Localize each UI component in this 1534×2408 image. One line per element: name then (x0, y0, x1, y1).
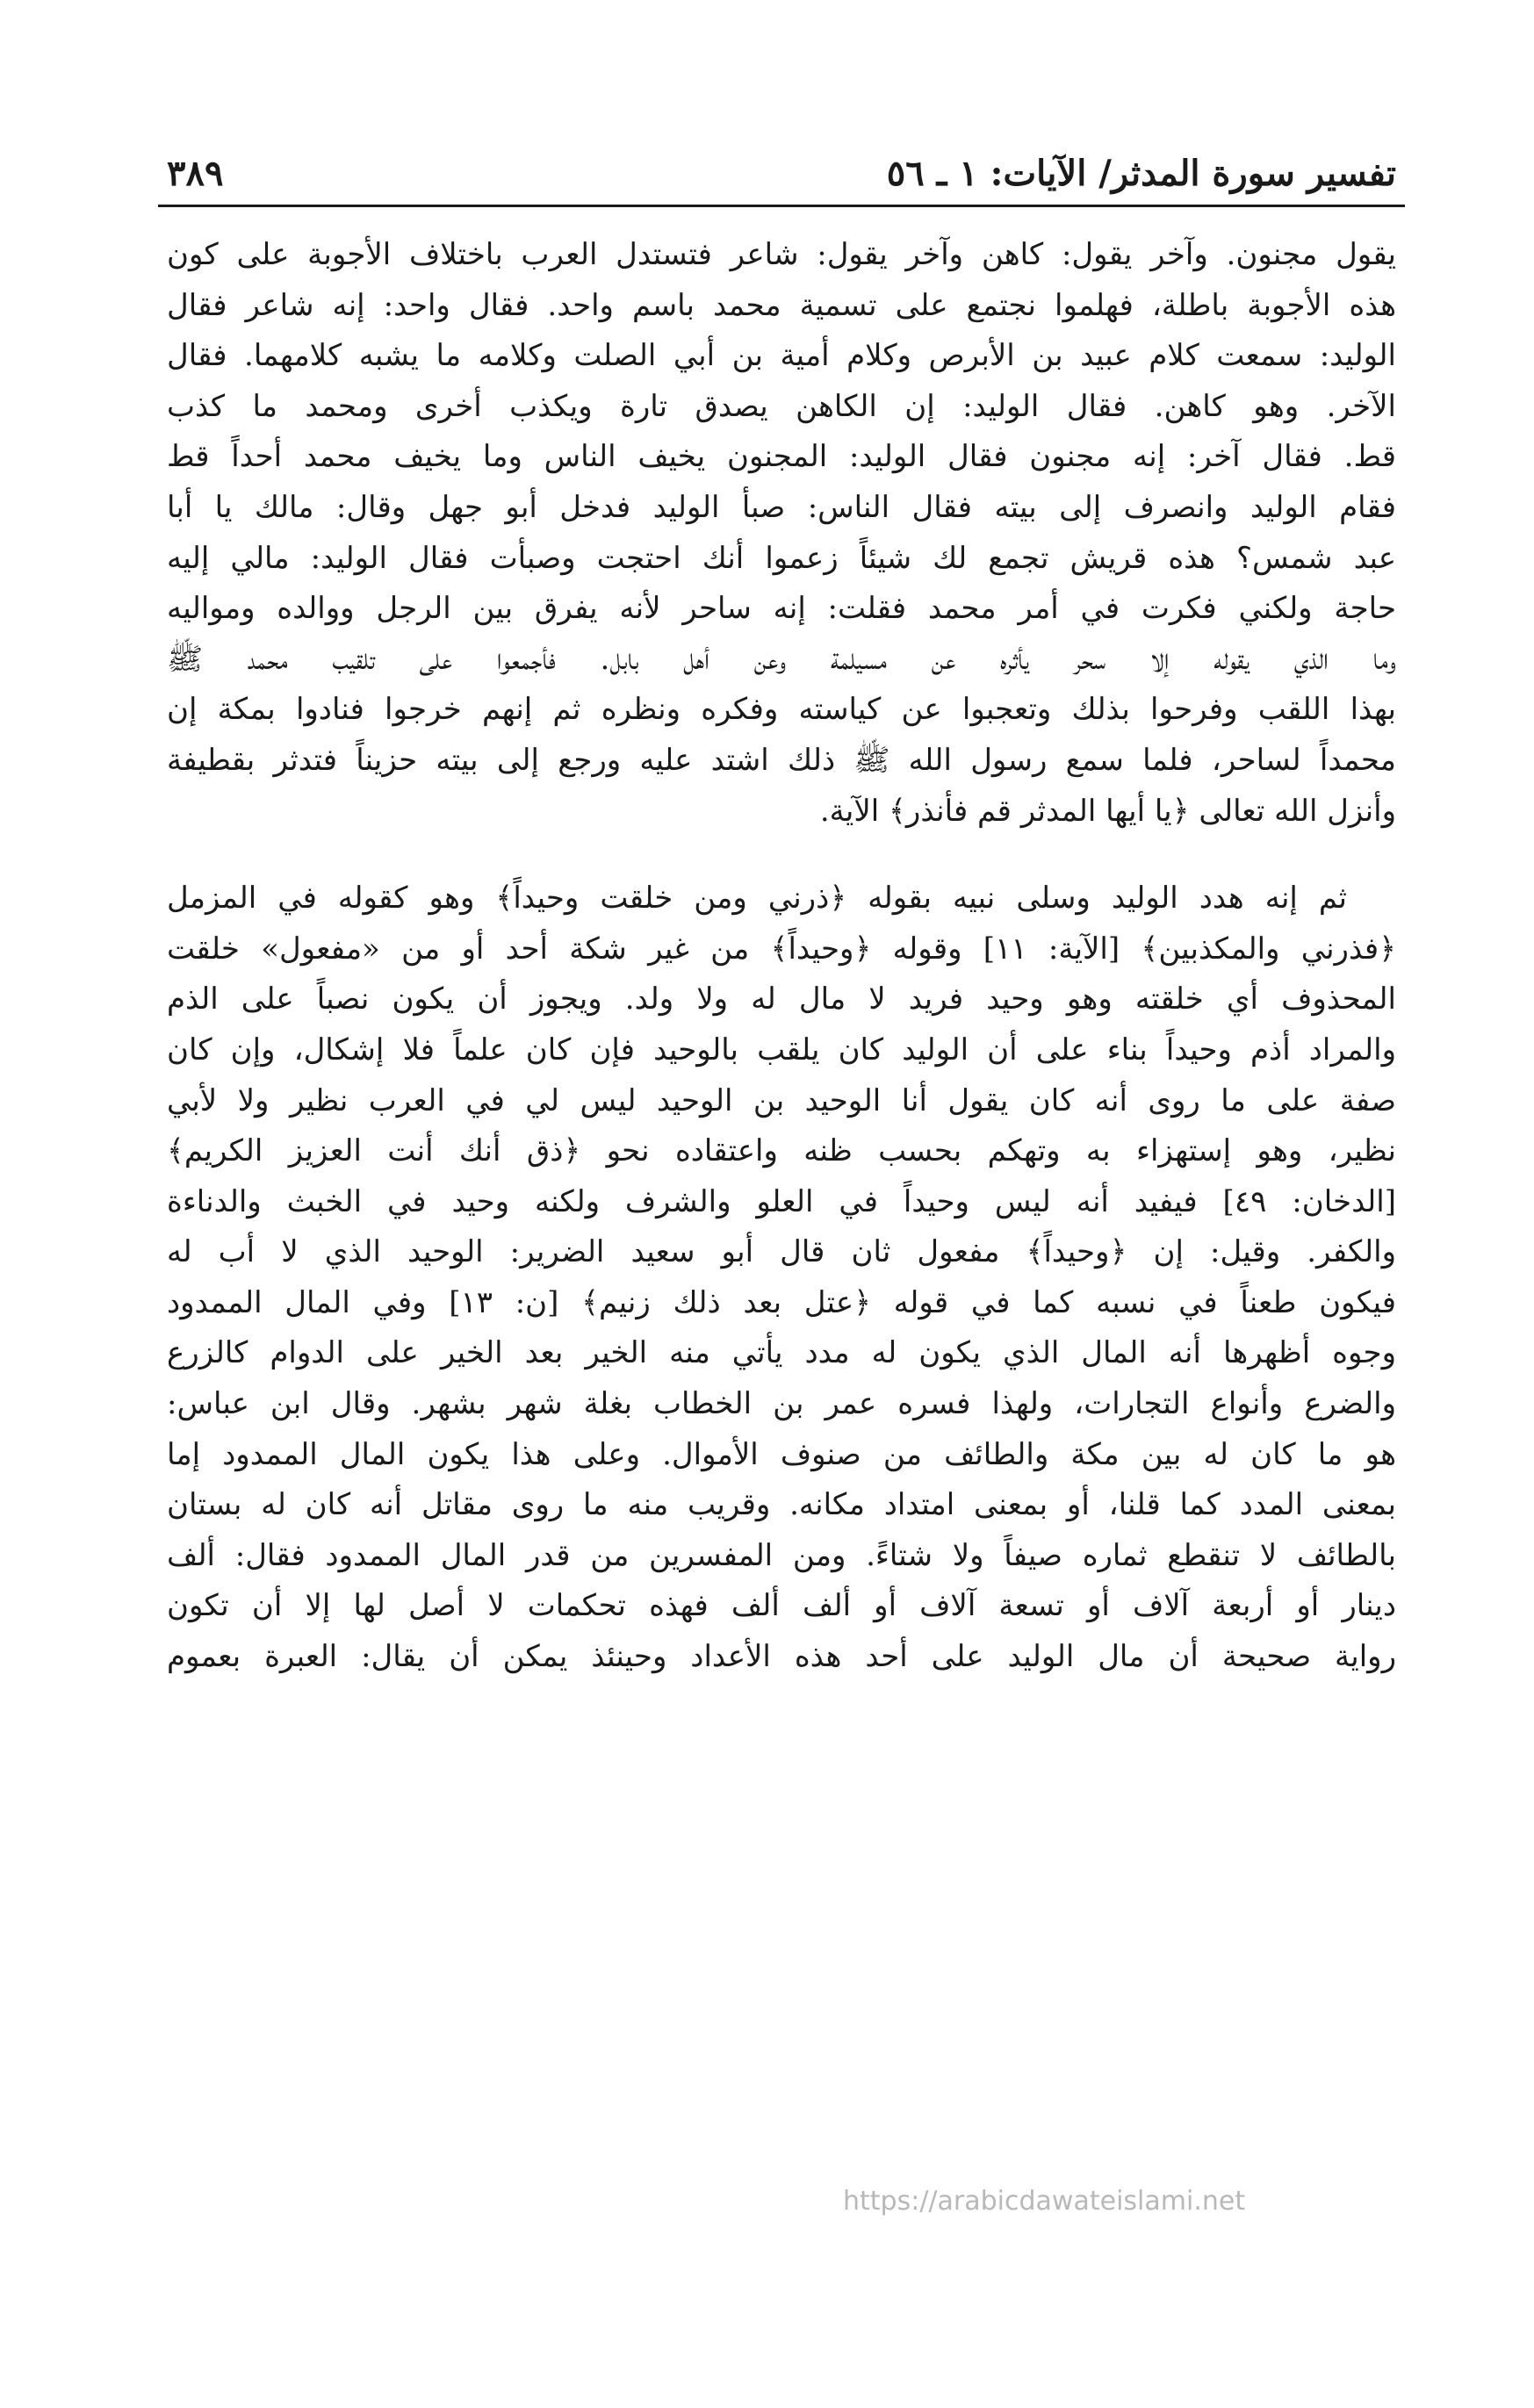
page-number: ٣٨٩ (167, 153, 224, 194)
text-line: والضرع وأنواع التجارات، ولهذا فسره عمر بن الخطاب بغلة شهر بشهر. وقال ابن عباس: (167, 1386, 1396, 1422)
paragraph-gap (167, 837, 1396, 873)
text-line: فقام الوليد وانصرف إلى بيته فقال الناس: صبأ الوليد فدخل أبو جهل وقال: مالك يا أبا (167, 489, 1396, 525)
text-line: حاجة ولكني فكرت في أمر محمد فقلت: إنه ساحر لأنه يفرق بين الرجل ووالده ومواليه (167, 591, 1396, 627)
text-line: المحذوف أي خلقته وهو وحيد فريد لا مال له ولا ولد. ويجوز أن يكون نصباً على الذم (167, 981, 1396, 1017)
running-title: تفسير سورة المدثر/ الآيات: ١ ـ ٥٦ (886, 153, 1396, 194)
text-line: يقول مجنون. وآخر يقول: كاهن وآخر يقول: شاعر فتستدل العرب باختلاف الأجوبة على كون (167, 237, 1396, 272)
paragraph-1 (167, 230, 1396, 837)
text-line: والكفر. وقيل: إن ﴿وحيداً﴾ مفعول ثان قال أبو سعيد الضرير: الوحيد الذي لا أب له (167, 1234, 1396, 1270)
body-text (167, 230, 1396, 1683)
text-line: محمداً لساحر، فلما سمع رسول الله ﷺ ذلك اشتد عليه ورجع إلى بيته حزيناً فتدثر بقطيفة (167, 742, 1396, 778)
text-line: بالطائف لا تنقطع ثماره صيفاً ولا شتاءً. ومن المفسرين من قدر المال الممدود فقال: ألف (167, 1537, 1396, 1573)
text-line: دينار أو أربعة آلاف أو تسعة آلاف أو ألف ألف فهذه تحكمات لا أصل لها إلا أن تكون (167, 1588, 1396, 1624)
text-line: نظير، وهو إستهزاء به وتهكم بحسب ظنه واعتقاده نحو ﴿ذق أنك أنت العزيز الكريم﴾ (167, 1133, 1396, 1169)
paragraph-2 (167, 873, 1396, 1683)
text-line: عبد شمس؟ هذه قريش تجمع لك شيئاً زعموا أنك احتجت وصبأت فقال الوليد: مالي إليه (167, 540, 1396, 576)
watermark-url: https://arabicdawateislami.net (843, 2186, 1246, 2217)
text-line: ﴿فذرني والمكذبين﴾ [الآية: ١١] وقوله ﴿وحيداً﴾ من غير شكة أحد أو من «مفعول» خلقت (167, 931, 1396, 967)
text-line: وجوه أظهرها أنه المال الذي يكون له مدد يأتي منه الخير بعد الخير على الدوام كالزرع (167, 1335, 1396, 1371)
text-line: صفة على ما روى أنه كان يقول أنا الوحيد بن الوحيد ليس لي في العرب نظير ولا لأبي (167, 1082, 1396, 1118)
text-line: والمراد أذم وحيداً بناء على أن الوليد كان يلقب بالوحيد فإن كان علماً فلا إشكال، وإن كان (167, 1031, 1396, 1067)
text-line: بهذا اللقب وفرحوا بذلك وتعجبوا عن كياسته وفكره ونظره ثم إنهم خرجوا فنادوا بمكة إن (167, 692, 1396, 728)
text-line: رواية صحيحة أن مال الوليد على أحد هذه الأعداد وحينئذ يمكن أن يقال: العبرة بعموم (167, 1639, 1396, 1675)
text-line: ثم إنه هدد الوليد وسلى نبيه بقوله ﴿ذرني ومن خلقت وحيداً﴾ وهو كقوله في المزمل (167, 881, 1347, 916)
text-line: هذه الأجوبة باطلة، فهلموا نجتمع على تسمية محمد باسم واحد. فقال واحد: إنه شاعر فقال (167, 287, 1396, 323)
text-line: فيكون طعناً في نسبه كما في قوله ﴿عتل بعد ذلك زنيم﴾ [ن: ١٣] وفي المال الممدود (167, 1284, 1396, 1320)
header-rule (158, 205, 1405, 207)
text-line: [الدخان: ٤٩] فيفيد أنه ليس وحيداً في العلو والشرف ولكنه وحيد في الخبث والدناءة (167, 1183, 1396, 1219)
text-line: بمعنى المدد كما قلنا، أو بمعنى امتداد مكانه. وقريب منه ما روى مقاتل أنه كان له بستان (167, 1487, 1396, 1523)
text-line: هو ما كان له بين مكة والطائف من صنوف الأموال. وعلى هذا يكون المال الممدود إما (167, 1436, 1396, 1472)
text-line: الآخر. وهو كاهن. فقال الوليد: إن الكاهن يصدق تارة ويكذب أخرى ومحمد ما كذب (167, 388, 1396, 424)
text-line: قط. فقال آخر: إنه مجنون فقال الوليد: المجنون يخيف الناس وما يخيف محمد أحداً قط (167, 439, 1396, 475)
text-line: وأنزل الله تعالى ﴿يا أيها المدثر قم فأنذر﴾ الآية. (819, 793, 1396, 829)
text-line: الوليد: سمعت كلام عبيد بن الأبرص وكلام أمية بن أبي الصلت وكلامه ما يشبه كلامهما. فقال (167, 338, 1396, 374)
text-line: وما الذي يقوله إلا سحر يأثره عن مسيلمة وعن أهل بابل. فأجمعوا على تلقيب محمد ﷺ (167, 641, 1396, 677)
running-header (167, 147, 1396, 200)
